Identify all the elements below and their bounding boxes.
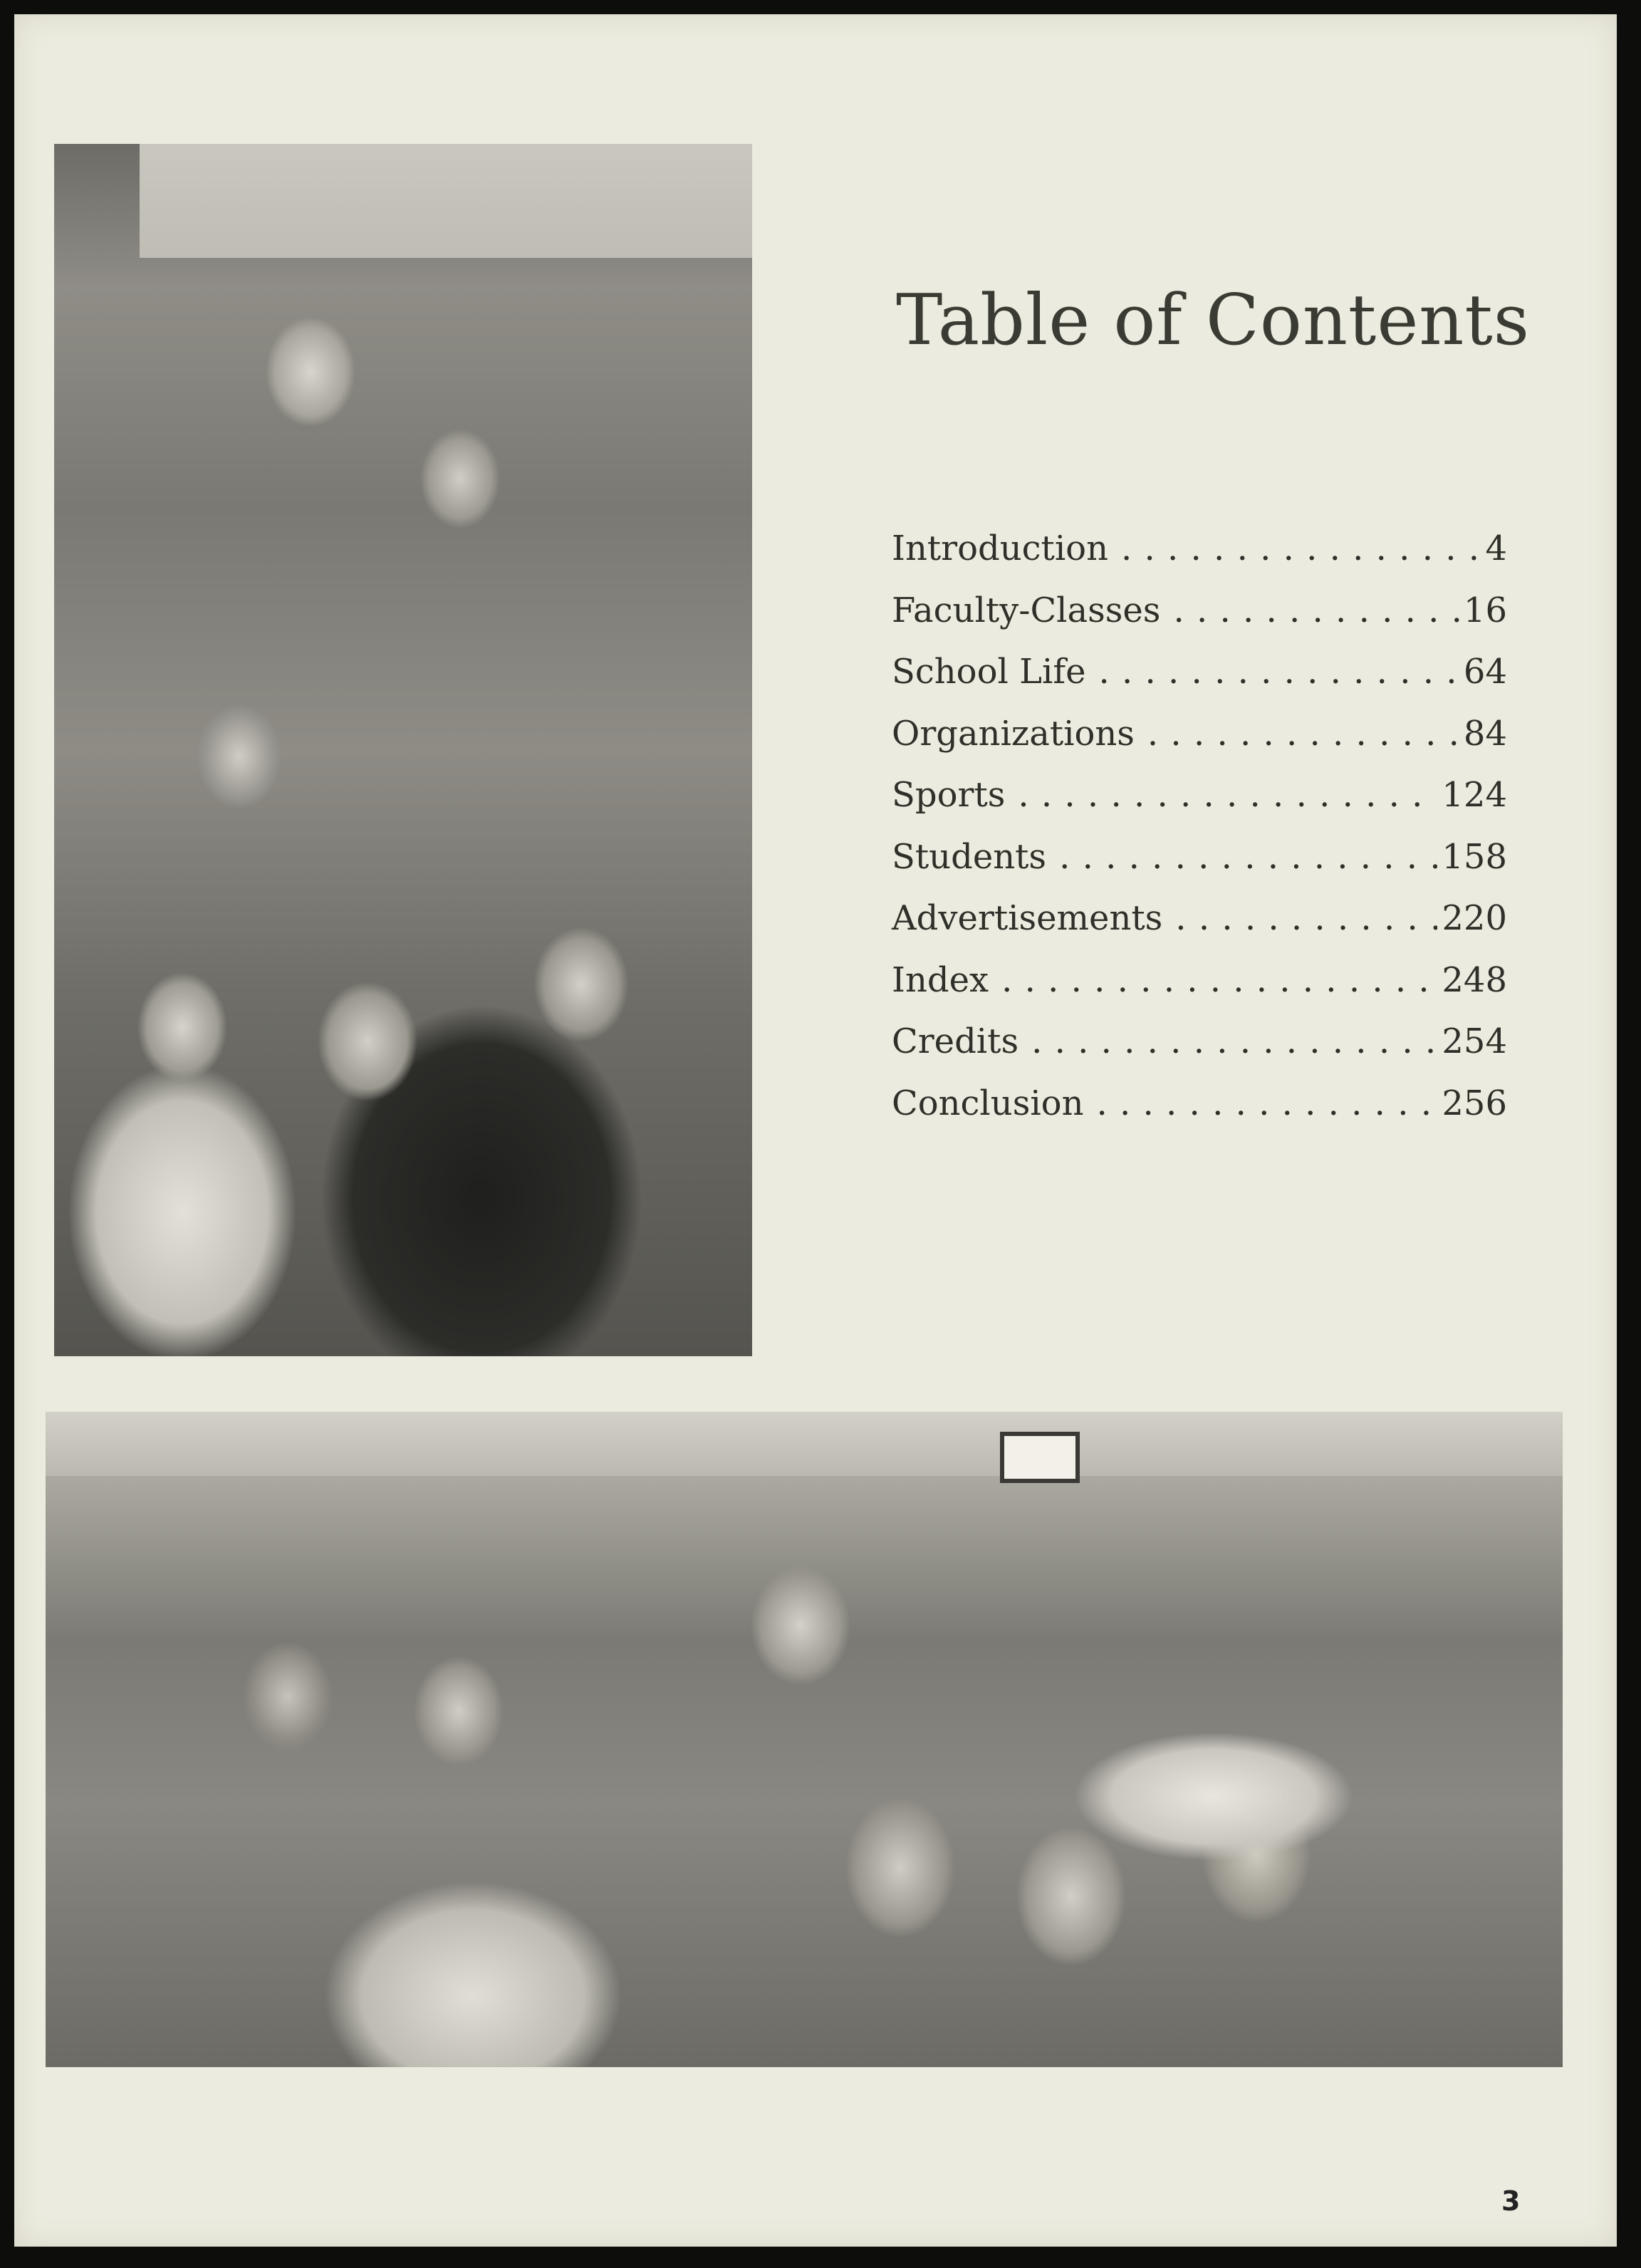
toc-entry bbox=[892, 837, 1507, 899]
toc-entry-page: 220 bbox=[1442, 898, 1507, 938]
toc-entry-page: 84 bbox=[1463, 713, 1507, 754]
toc-entry-label: Sports bbox=[892, 775, 1006, 815]
toc-leader-dots bbox=[1173, 591, 1459, 630]
toc-entry-page: 158 bbox=[1442, 836, 1507, 877]
toc-entry bbox=[892, 1083, 1507, 1145]
photo-cafeteria-crowd bbox=[46, 1412, 1563, 2067]
toc-entry-page: 256 bbox=[1442, 1083, 1507, 1123]
toc-leader-dots bbox=[1096, 1083, 1437, 1123]
photo-wall-sign bbox=[1000, 1432, 1080, 1483]
toc-entry-label: Credits bbox=[892, 1021, 1019, 1061]
toc-entry-label: Organizations bbox=[892, 713, 1135, 754]
toc-entry-label: Faculty-Classes bbox=[892, 590, 1161, 630]
toc-leader-dots bbox=[1001, 960, 1437, 1000]
photo-banner bbox=[140, 144, 752, 258]
toc-entry-page: 4 bbox=[1485, 529, 1507, 568]
toc-entry bbox=[892, 898, 1507, 960]
toc-entry bbox=[892, 591, 1507, 652]
photo-cheering-crowd bbox=[54, 144, 752, 1356]
toc-entry-page: 248 bbox=[1442, 959, 1507, 1000]
toc-leader-dots bbox=[1059, 837, 1437, 877]
yearbook-page bbox=[14, 14, 1617, 2247]
table-of-contents bbox=[892, 529, 1507, 1145]
toc-entry-page: 254 bbox=[1442, 1021, 1507, 1061]
toc-entry-label: Index bbox=[892, 959, 989, 1000]
page-number: 3 bbox=[1501, 2185, 1521, 2217]
toc-entry-page: 16 bbox=[1463, 590, 1507, 630]
toc-leader-dots bbox=[1031, 1021, 1437, 1061]
toc-entry bbox=[892, 652, 1507, 714]
toc-entry bbox=[892, 1021, 1507, 1083]
toc-entry bbox=[892, 775, 1507, 837]
toc-entry bbox=[892, 529, 1507, 591]
toc-leader-dots bbox=[1121, 529, 1481, 568]
toc-entry-label: Conclusion bbox=[892, 1083, 1084, 1123]
photo-ceiling bbox=[46, 1412, 1563, 1476]
toc-entry bbox=[892, 960, 1507, 1022]
toc-entry bbox=[892, 714, 1507, 776]
toc-entry-label: Advertisements bbox=[892, 898, 1163, 938]
toc-leader-dots bbox=[1175, 898, 1437, 938]
page-title: Table of Contents bbox=[896, 280, 1531, 361]
toc-entry-label: Students bbox=[892, 836, 1047, 877]
toc-entry-page: 124 bbox=[1442, 775, 1507, 815]
toc-entry-page: 64 bbox=[1463, 652, 1507, 692]
toc-leader-dots bbox=[1018, 775, 1437, 815]
toc-leader-dots bbox=[1147, 714, 1459, 754]
toc-entry-label: School Life bbox=[892, 652, 1086, 692]
toc-leader-dots bbox=[1098, 652, 1459, 692]
toc-entry-label: Introduction bbox=[892, 529, 1108, 568]
